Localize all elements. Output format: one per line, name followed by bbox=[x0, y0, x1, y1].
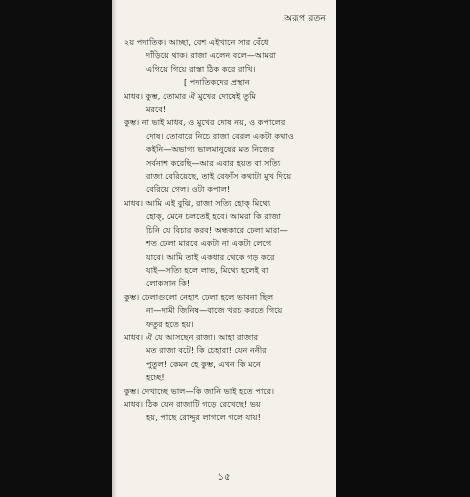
text-line: বেরিয়ে গেল। ওটা কপাল! bbox=[146, 184, 231, 195]
page-number: ১৫ bbox=[217, 472, 231, 483]
page-body bbox=[124, 36, 330, 425]
text-line: মাধব। ঠিক যেন রাজাটি গড়ে রেখেছে! ভয় bbox=[124, 398, 261, 409]
background-left bbox=[0, 0, 112, 497]
page-gutter-shadow bbox=[112, 0, 117, 497]
text-line: না—দামী জিনিষ—বাজে খরচ করতে গিয়ে bbox=[146, 305, 283, 316]
text-line: হয়, পাছে রোদ্দুর লাগলে গলে যায়! bbox=[146, 412, 261, 423]
text-line: শত ঢেলা মারবে একটা না একটা লেগে bbox=[146, 238, 272, 249]
text-line: কইনি—অভাগ্য ভালমানুষের মত নিজের bbox=[146, 144, 275, 155]
text-line: দোষ। তোবারে নিচে রাজা বেরল একটা কথাও bbox=[146, 130, 294, 141]
book-page bbox=[112, 0, 336, 497]
stage-direction: [ পদাতিকদের প্রস্থান bbox=[184, 77, 250, 88]
text-line: কুম্ভ। ঢেলাগুলো নেহাৎ ঢেলা হলে ভাবনা ছিল bbox=[124, 291, 274, 302]
text-line: এগিয়ে গিয়ে রাস্তা ঠিক করে রাখি। bbox=[146, 63, 256, 74]
text-line: ফতুর হতে হয়। bbox=[146, 318, 194, 329]
text-line: হোক্‌, মেনে চলতেই হবে। আমরা কি রাজা bbox=[146, 211, 281, 222]
background-right bbox=[336, 0, 470, 497]
text-line: পুতুল! কেমন হে কুম্ভ, এখন কি মনে bbox=[146, 358, 261, 369]
text-line: যাই—সত্যি হলে লাভ, মিথ্যে হলেই বা bbox=[146, 264, 269, 275]
running-header: অরূপ রতন bbox=[284, 14, 326, 24]
text-line: মাধব। আমি এই বুঝি, রাজা সত্যি হোক্‌ মিথ্যে bbox=[124, 197, 271, 208]
text-line: চিনি যে বিচার করব! অন্ধকারে ঢেলা মারা— bbox=[146, 224, 288, 235]
text-line: কুম্ভ। না ভাই মাধব, ও মুখের দোষ নয়, ও কপালের bbox=[124, 117, 286, 128]
text-line: মাধব। ঐ যে আসছেন রাজা। আহা রাজার bbox=[124, 331, 259, 342]
text-line: লোকসান কি! bbox=[146, 278, 191, 289]
text-line: হচ্ছে! bbox=[146, 372, 165, 383]
text-line: ২য় পদাতিক। আচ্ছা, বেশ এইখানে সার বেঁধে bbox=[124, 37, 269, 47]
text-line: দাঁড়িয়ে থাক। রাজা এলেন বলে—আমরা bbox=[146, 50, 276, 61]
text-line: যাবে। আমি তাই একধার থেকে গড় করে bbox=[146, 251, 275, 262]
text-line: মত রাজা বটে! কি চেহারা! যেন ননীর bbox=[146, 345, 267, 356]
text-line: রাজা বেরিয়েছে, তাই বেফাঁস কথাটা মুখ দিয়ে bbox=[146, 171, 292, 182]
text-line: মরবে! bbox=[146, 104, 167, 115]
text-line: সর্বনাশ করেছি—আর এবার হয়ত বা সত্যি bbox=[146, 157, 281, 168]
text-line: কুম্ভ। দেখাচ্ছে ভাল—কি জানি ভাই হতে পারে। bbox=[124, 385, 275, 396]
text-line: মাধব। কুম্ভ, তোমার ঐ মুখের দোষেই তুমি bbox=[124, 90, 257, 101]
